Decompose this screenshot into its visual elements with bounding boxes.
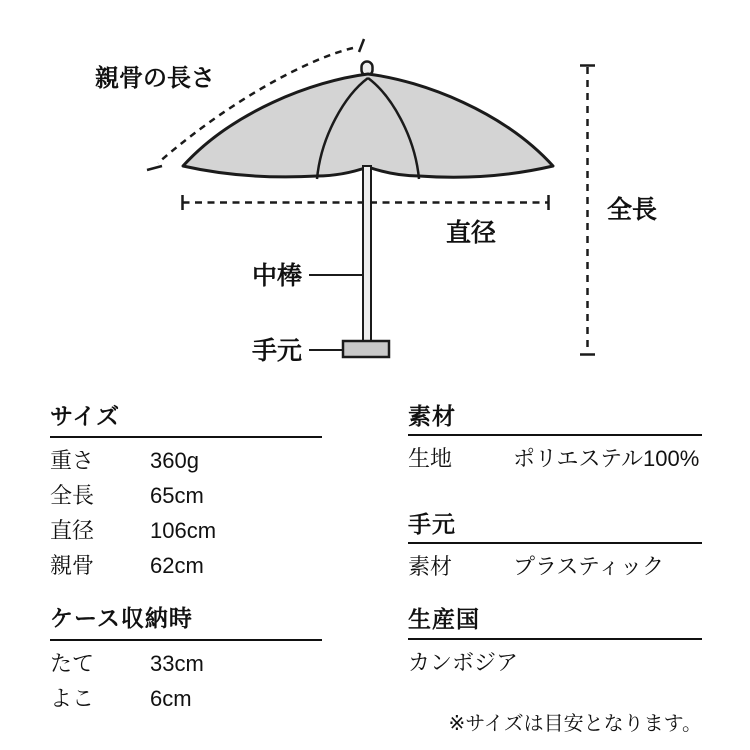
total-length-dimension bbox=[580, 66, 595, 355]
spec-row-weight bbox=[50, 449, 322, 473]
spec-value: 65cm bbox=[150, 483, 204, 508]
spec-row-diameter bbox=[50, 519, 322, 543]
rib-length-label: 親骨の長さ bbox=[95, 65, 215, 92]
spec-value: 33cm bbox=[150, 651, 204, 676]
spec-row-total-length bbox=[50, 484, 322, 508]
spec-label: 素材 bbox=[408, 554, 453, 579]
umbrella-shaft bbox=[363, 166, 371, 342]
size-disclaimer-note: ※サイズは目安となります。 bbox=[448, 713, 702, 735]
spec-label: たて bbox=[50, 651, 95, 676]
spec-value: 360g bbox=[150, 448, 199, 473]
diameter-label: 直径 bbox=[445, 219, 497, 247]
country-section bbox=[408, 607, 702, 675]
spec-value: ポリエステル100% bbox=[513, 446, 700, 471]
spec-row-case-height bbox=[50, 652, 322, 676]
country-value: カンボジア bbox=[408, 650, 519, 675]
spec-label: 生地 bbox=[408, 446, 453, 471]
spec-value: 106cm bbox=[150, 518, 217, 543]
spec-row-rib bbox=[50, 554, 322, 578]
case-section bbox=[50, 606, 322, 711]
spec-label: 重さ bbox=[50, 448, 95, 473]
spec-column-right bbox=[408, 404, 702, 736]
spec-value: 62cm bbox=[150, 553, 204, 578]
handle-label: 手元 bbox=[251, 337, 302, 365]
handle-section bbox=[408, 512, 702, 579]
material-section bbox=[408, 404, 702, 471]
shaft-label: 中棒 bbox=[251, 262, 302, 290]
spec-label: 全長 bbox=[50, 483, 95, 508]
spec-label: 直径 bbox=[50, 518, 95, 543]
spec-label: よこ bbox=[50, 686, 95, 711]
country-section-title: 生産国 bbox=[408, 607, 702, 640]
rib-length-tick-top bbox=[359, 39, 364, 52]
case-section-title: ケース収納時 bbox=[50, 606, 322, 641]
size-section bbox=[50, 404, 322, 578]
spec-row-fabric bbox=[408, 447, 702, 471]
size-section-title: サイズ bbox=[50, 404, 322, 438]
spec-column-left bbox=[50, 404, 322, 711]
spec-value: プラスティック bbox=[513, 554, 665, 579]
spec-value: 6cm bbox=[150, 686, 192, 711]
material-section-title: 素材 bbox=[408, 404, 702, 436]
handle-section-title: 手元 bbox=[408, 512, 702, 544]
spec-row-case-width bbox=[50, 687, 322, 711]
rib-length-tick-bottom bbox=[147, 166, 162, 170]
spec-row-handle-material bbox=[408, 555, 702, 579]
umbrella-handle bbox=[343, 341, 389, 357]
spec-label: 親骨 bbox=[50, 553, 95, 578]
umbrella-canopy bbox=[183, 74, 553, 177]
total-length-label: 全長 bbox=[607, 196, 658, 224]
